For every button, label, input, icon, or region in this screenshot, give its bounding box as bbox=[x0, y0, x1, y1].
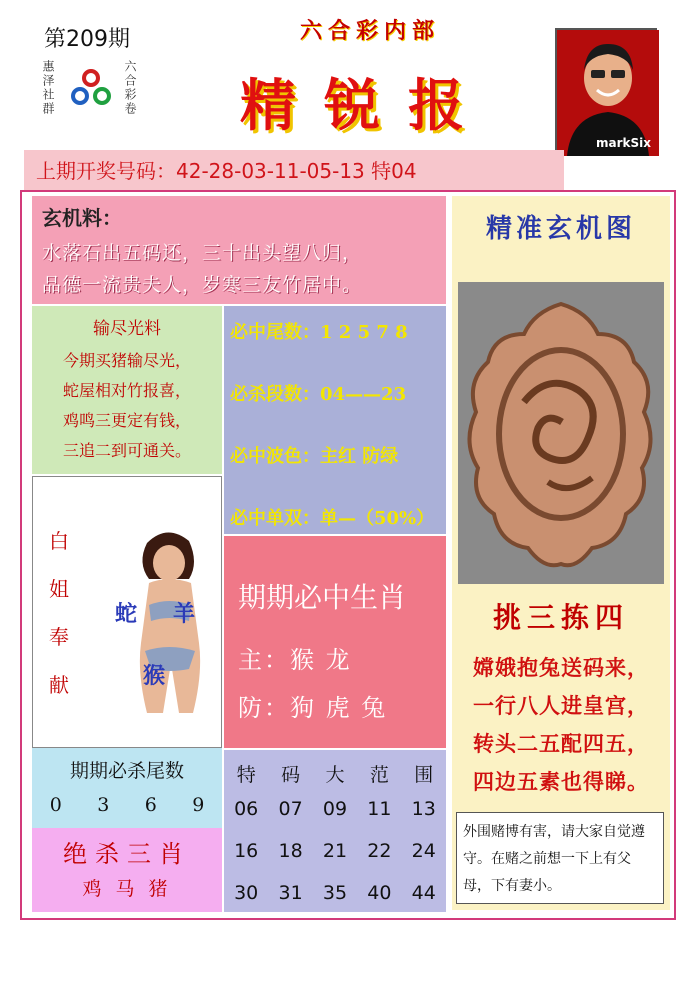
special-number: 21 bbox=[322, 840, 348, 862]
zodiac-goat: 羊 bbox=[173, 601, 196, 627]
kill-three-animals: 鸡 马 猪 bbox=[82, 878, 172, 900]
last-draw-text: 上期开奖号码：42-28-03-11-05-13 特04 bbox=[36, 159, 417, 183]
carving-image bbox=[458, 282, 664, 584]
zodiac-heading: 期期必中生肖 bbox=[238, 581, 407, 614]
must-picks-panel bbox=[224, 306, 446, 534]
kill-tails-heading: 期期必杀尾数 bbox=[69, 760, 184, 782]
special-number: 13 bbox=[411, 798, 436, 820]
must-wave-color: 必中波色：主红 防绿 bbox=[230, 446, 399, 467]
logo-emblem-icon bbox=[68, 66, 114, 112]
kill-tail-digit: 3 bbox=[97, 794, 110, 816]
mystery-image-heading: 精准玄机图 bbox=[485, 214, 636, 244]
kill-tails-numbers bbox=[32, 794, 222, 816]
kill-tail-digit: 9 bbox=[192, 794, 205, 816]
special-header-cell: 特 bbox=[236, 764, 256, 786]
zodiac-monkey: 猴 bbox=[143, 663, 166, 689]
issue-number: 第209期 bbox=[44, 27, 130, 52]
special-number: 24 bbox=[411, 840, 436, 862]
special-number: 35 bbox=[322, 882, 348, 904]
riddle-line: 转头二五配四五， bbox=[473, 731, 649, 756]
must-odd-even: 必中单双：单—（50%） bbox=[230, 508, 435, 529]
special-range-panel bbox=[224, 750, 446, 912]
lose-all-line: 蛇屋相对竹报喜， bbox=[62, 381, 191, 400]
special-header-cell: 码 bbox=[281, 764, 301, 786]
special-number: 22 bbox=[367, 840, 392, 862]
riddle-line: 嫦娥抱兔送码来， bbox=[473, 655, 649, 680]
special-number: 09 bbox=[322, 798, 348, 820]
special-number: 44 bbox=[411, 882, 436, 904]
pick-three-heading: 挑三拣四 bbox=[492, 601, 629, 634]
kill-tail-digit: 6 bbox=[144, 794, 157, 816]
special-header-cell: 范 bbox=[369, 764, 389, 786]
logo-right-text: 六合彩卷 bbox=[123, 60, 137, 116]
special-number-row bbox=[224, 840, 446, 862]
special-number: 31 bbox=[278, 882, 303, 904]
special-header-row bbox=[224, 760, 446, 787]
zodiac-snake: 蛇 bbox=[115, 601, 138, 627]
page-title: 精锐报 bbox=[240, 73, 492, 139]
publisher-logo bbox=[30, 56, 145, 126]
special-number: 40 bbox=[367, 882, 392, 904]
mystery-panel bbox=[32, 196, 446, 304]
must-tail-digits: 必中尾数：1 2 5 7 8 bbox=[230, 322, 408, 343]
gambling-warning: 外围赌博有害，请大家自觉遵守。在赌之前想一下上有父母，下有妻小。 bbox=[456, 812, 664, 904]
right-column bbox=[452, 196, 670, 910]
special-header-cell: 围 bbox=[414, 764, 434, 786]
kill-tails-panel bbox=[32, 748, 222, 828]
mystery-heading: 玄机料： bbox=[42, 206, 122, 230]
portrait-photo bbox=[555, 28, 657, 154]
special-number-row bbox=[224, 882, 446, 904]
kill-tail-digit: 0 bbox=[49, 794, 62, 816]
special-number: 18 bbox=[278, 840, 303, 862]
special-number: 11 bbox=[367, 798, 392, 820]
special-number: 30 bbox=[234, 882, 259, 904]
riddle-line: 一行八人进皇宫， bbox=[473, 693, 649, 718]
special-number: 07 bbox=[278, 798, 303, 820]
special-header-cell: 大 bbox=[325, 764, 345, 786]
zodiac-guard: 防：狗 虎 兔 bbox=[238, 694, 388, 722]
zodiac-main: 主：猴 龙 bbox=[238, 646, 352, 674]
kill-three-heading: 绝杀三肖 bbox=[63, 840, 191, 868]
mystery-line: 水落石出五码还，三十出头望八归， bbox=[42, 242, 363, 264]
mystery-line: 品德一流贵夫人，岁寒三友竹居中。 bbox=[42, 274, 363, 296]
lose-all-line: 今期买猪输尽光， bbox=[62, 351, 191, 370]
special-number-row bbox=[224, 798, 446, 820]
portrait-mark: markSix bbox=[596, 136, 651, 150]
must-kill-range: 必杀段数：04——23 bbox=[230, 384, 407, 405]
zodiac-panel bbox=[224, 536, 446, 748]
brand-name: 六合彩内部 bbox=[300, 18, 441, 44]
lose-all-heading: 输尽光料 bbox=[93, 319, 161, 339]
model-photo-panel bbox=[32, 476, 222, 748]
riddle-line: 四边五素也得睇。 bbox=[473, 769, 649, 794]
kill-three-panel bbox=[32, 828, 222, 912]
logo-left-text: 惠泽社群 bbox=[41, 60, 55, 116]
gift-vertical-text: 白姐奉献 bbox=[49, 529, 69, 697]
lose-all-line: 鸡鸣三更定有钱， bbox=[62, 411, 191, 430]
last-draw-banner bbox=[24, 150, 564, 190]
dragon-carving-icon bbox=[458, 282, 664, 584]
lose-all-line: 三追二到可通关。 bbox=[62, 441, 191, 460]
special-number: 06 bbox=[234, 798, 259, 820]
special-number: 16 bbox=[234, 840, 259, 862]
lose-all-panel bbox=[32, 306, 222, 474]
